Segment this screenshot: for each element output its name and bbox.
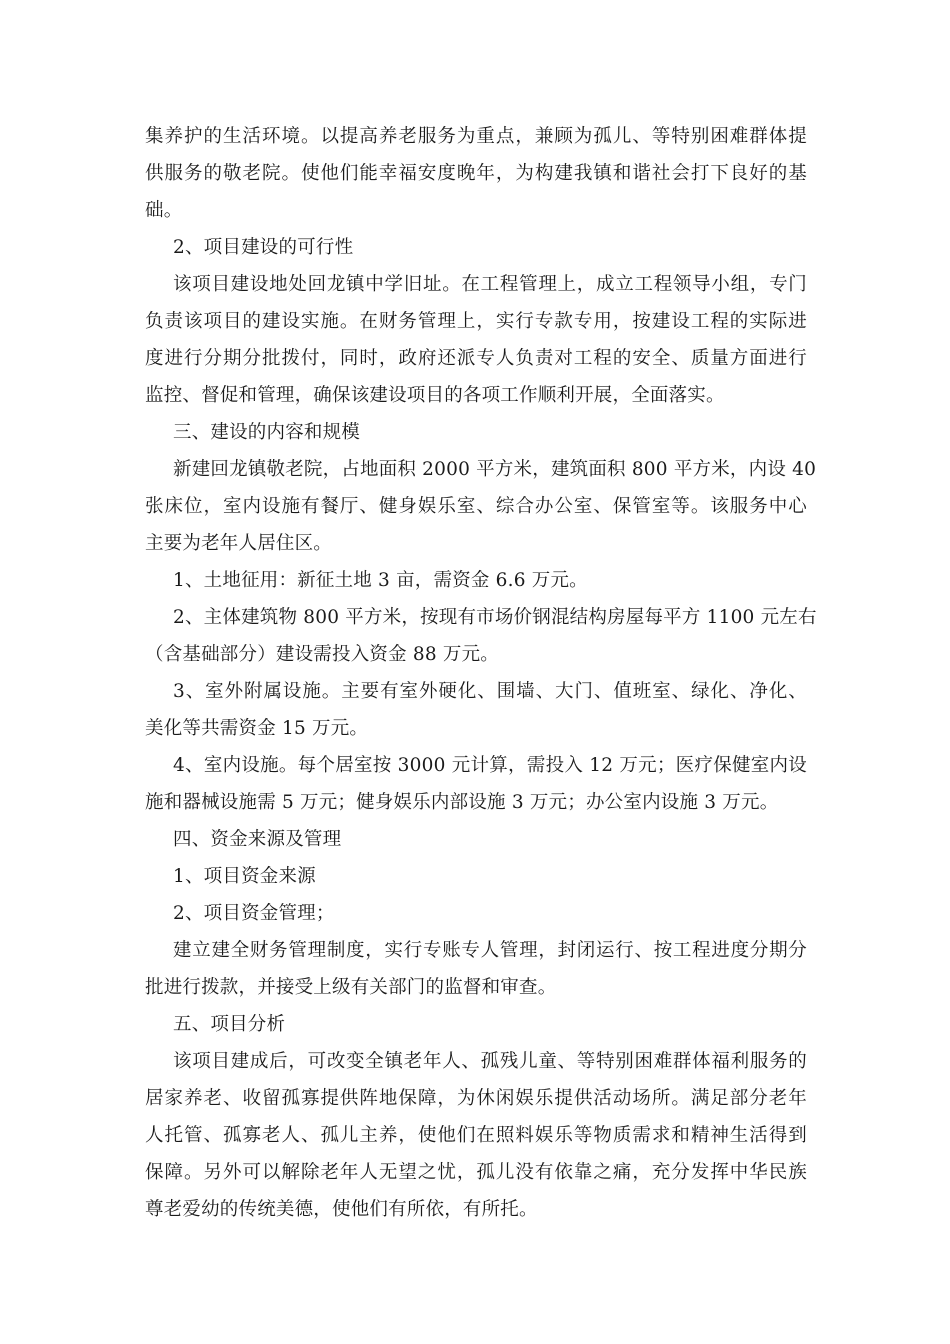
paragraph-line: （含基础部分）建设需投入资金 88 万元。 xyxy=(145,644,500,665)
section-heading: 五、项目分析 xyxy=(173,1014,286,1035)
section-heading: 四、资金来源及管理 xyxy=(173,829,342,850)
paragraph-line: 新建回龙镇敬老院，占地面积 2000 平方米，建筑面积 800 平方米，内设 40 xyxy=(173,459,817,480)
paragraph-line: 负责该项目的建设实施。在财务管理上，实行专款专用，按建设工程的实际进 xyxy=(145,311,807,332)
paragraph-line: 批进行拨款，并接受上级有关部门的监督和审查。 xyxy=(145,977,557,998)
paragraph-line: 美化等共需资金 15 万元。 xyxy=(145,718,369,739)
list-item: 3、室外附属设施。主要有室外硬化、围墙、大门、值班室、绿化、净化、 xyxy=(173,681,807,702)
paragraph-line: 主要为老年人居住区。 xyxy=(145,533,333,554)
paragraph-line: 础。 xyxy=(145,200,183,221)
paragraph-line: 保障。另外可以解除老年人无望之忧，孤儿没有依靠之痛，充分发挥中华民族 xyxy=(145,1162,807,1183)
paragraph-line: 建立建全财务管理制度，实行专账专人管理，封闭运行、按工程进度分期分 xyxy=(173,940,807,961)
paragraph-line: 该项目建成后，可改变全镇老年人、孤残儿童、等特别困难群体福利服务的 xyxy=(173,1051,807,1072)
list-item: 2、主体建筑物 800 平方米，按现有市场价钢混结构房屋每平方 1100 元左右 xyxy=(173,607,817,628)
paragraph-line: 张床位，室内设施有餐厅、健身娱乐室、综合办公室、保管室等。该服务中心 xyxy=(145,496,807,517)
paragraph-line: 集养护的生活环境。以提高养老服务为重点，兼顾为孤儿、等特别困难群体提 xyxy=(145,126,807,147)
paragraph-line: 居家养老、收留孤寡提供阵地保障，为休闲娱乐提供活动场所。满足部分老年 xyxy=(145,1088,807,1109)
subheading: 2、项目建设的可行性 xyxy=(173,237,354,258)
subheading: 2、项目资金管理； xyxy=(173,903,335,924)
subheading: 1、项目资金来源 xyxy=(173,866,316,887)
paragraph-line: 监控、督促和管理，确保该建设项目的各项工作顺利开展，全面落实。 xyxy=(145,385,725,406)
section-heading: 三、建设的内容和规模 xyxy=(173,422,361,443)
paragraph-line: 度进行分期分批拨付，同时，政府还派专人负责对工程的安全、质量方面进行 xyxy=(145,348,807,369)
list-item: 1、土地征用：新征土地 3 亩，需资金 6.6 万元。 xyxy=(173,570,588,591)
list-item: 4、室内设施。每个居室按 3000 元计算，需投入 12 万元；医疗保健室内设 xyxy=(173,755,807,776)
paragraph-line: 该项目建设地处回龙镇中学旧址。在工程管理上，成立工程领导小组，专门 xyxy=(173,274,807,295)
document-page xyxy=(145,118,817,1228)
paragraph-line: 尊老爱幼的传统美德，使他们有所依，有所托。 xyxy=(145,1199,538,1220)
paragraph-line: 施和器械设施需 5 万元；健身娱乐内部设施 3 万元；办公室内设施 3 万元。 xyxy=(145,792,779,813)
paragraph-line: 供服务的敬老院。使他们能幸福安度晚年，为构建我镇和谐社会打下良好的基 xyxy=(145,163,807,184)
paragraph-line: 人托管、孤寡老人、孤儿主养，使他们在照料娱乐等物质需求和精神生活得到 xyxy=(145,1125,807,1146)
